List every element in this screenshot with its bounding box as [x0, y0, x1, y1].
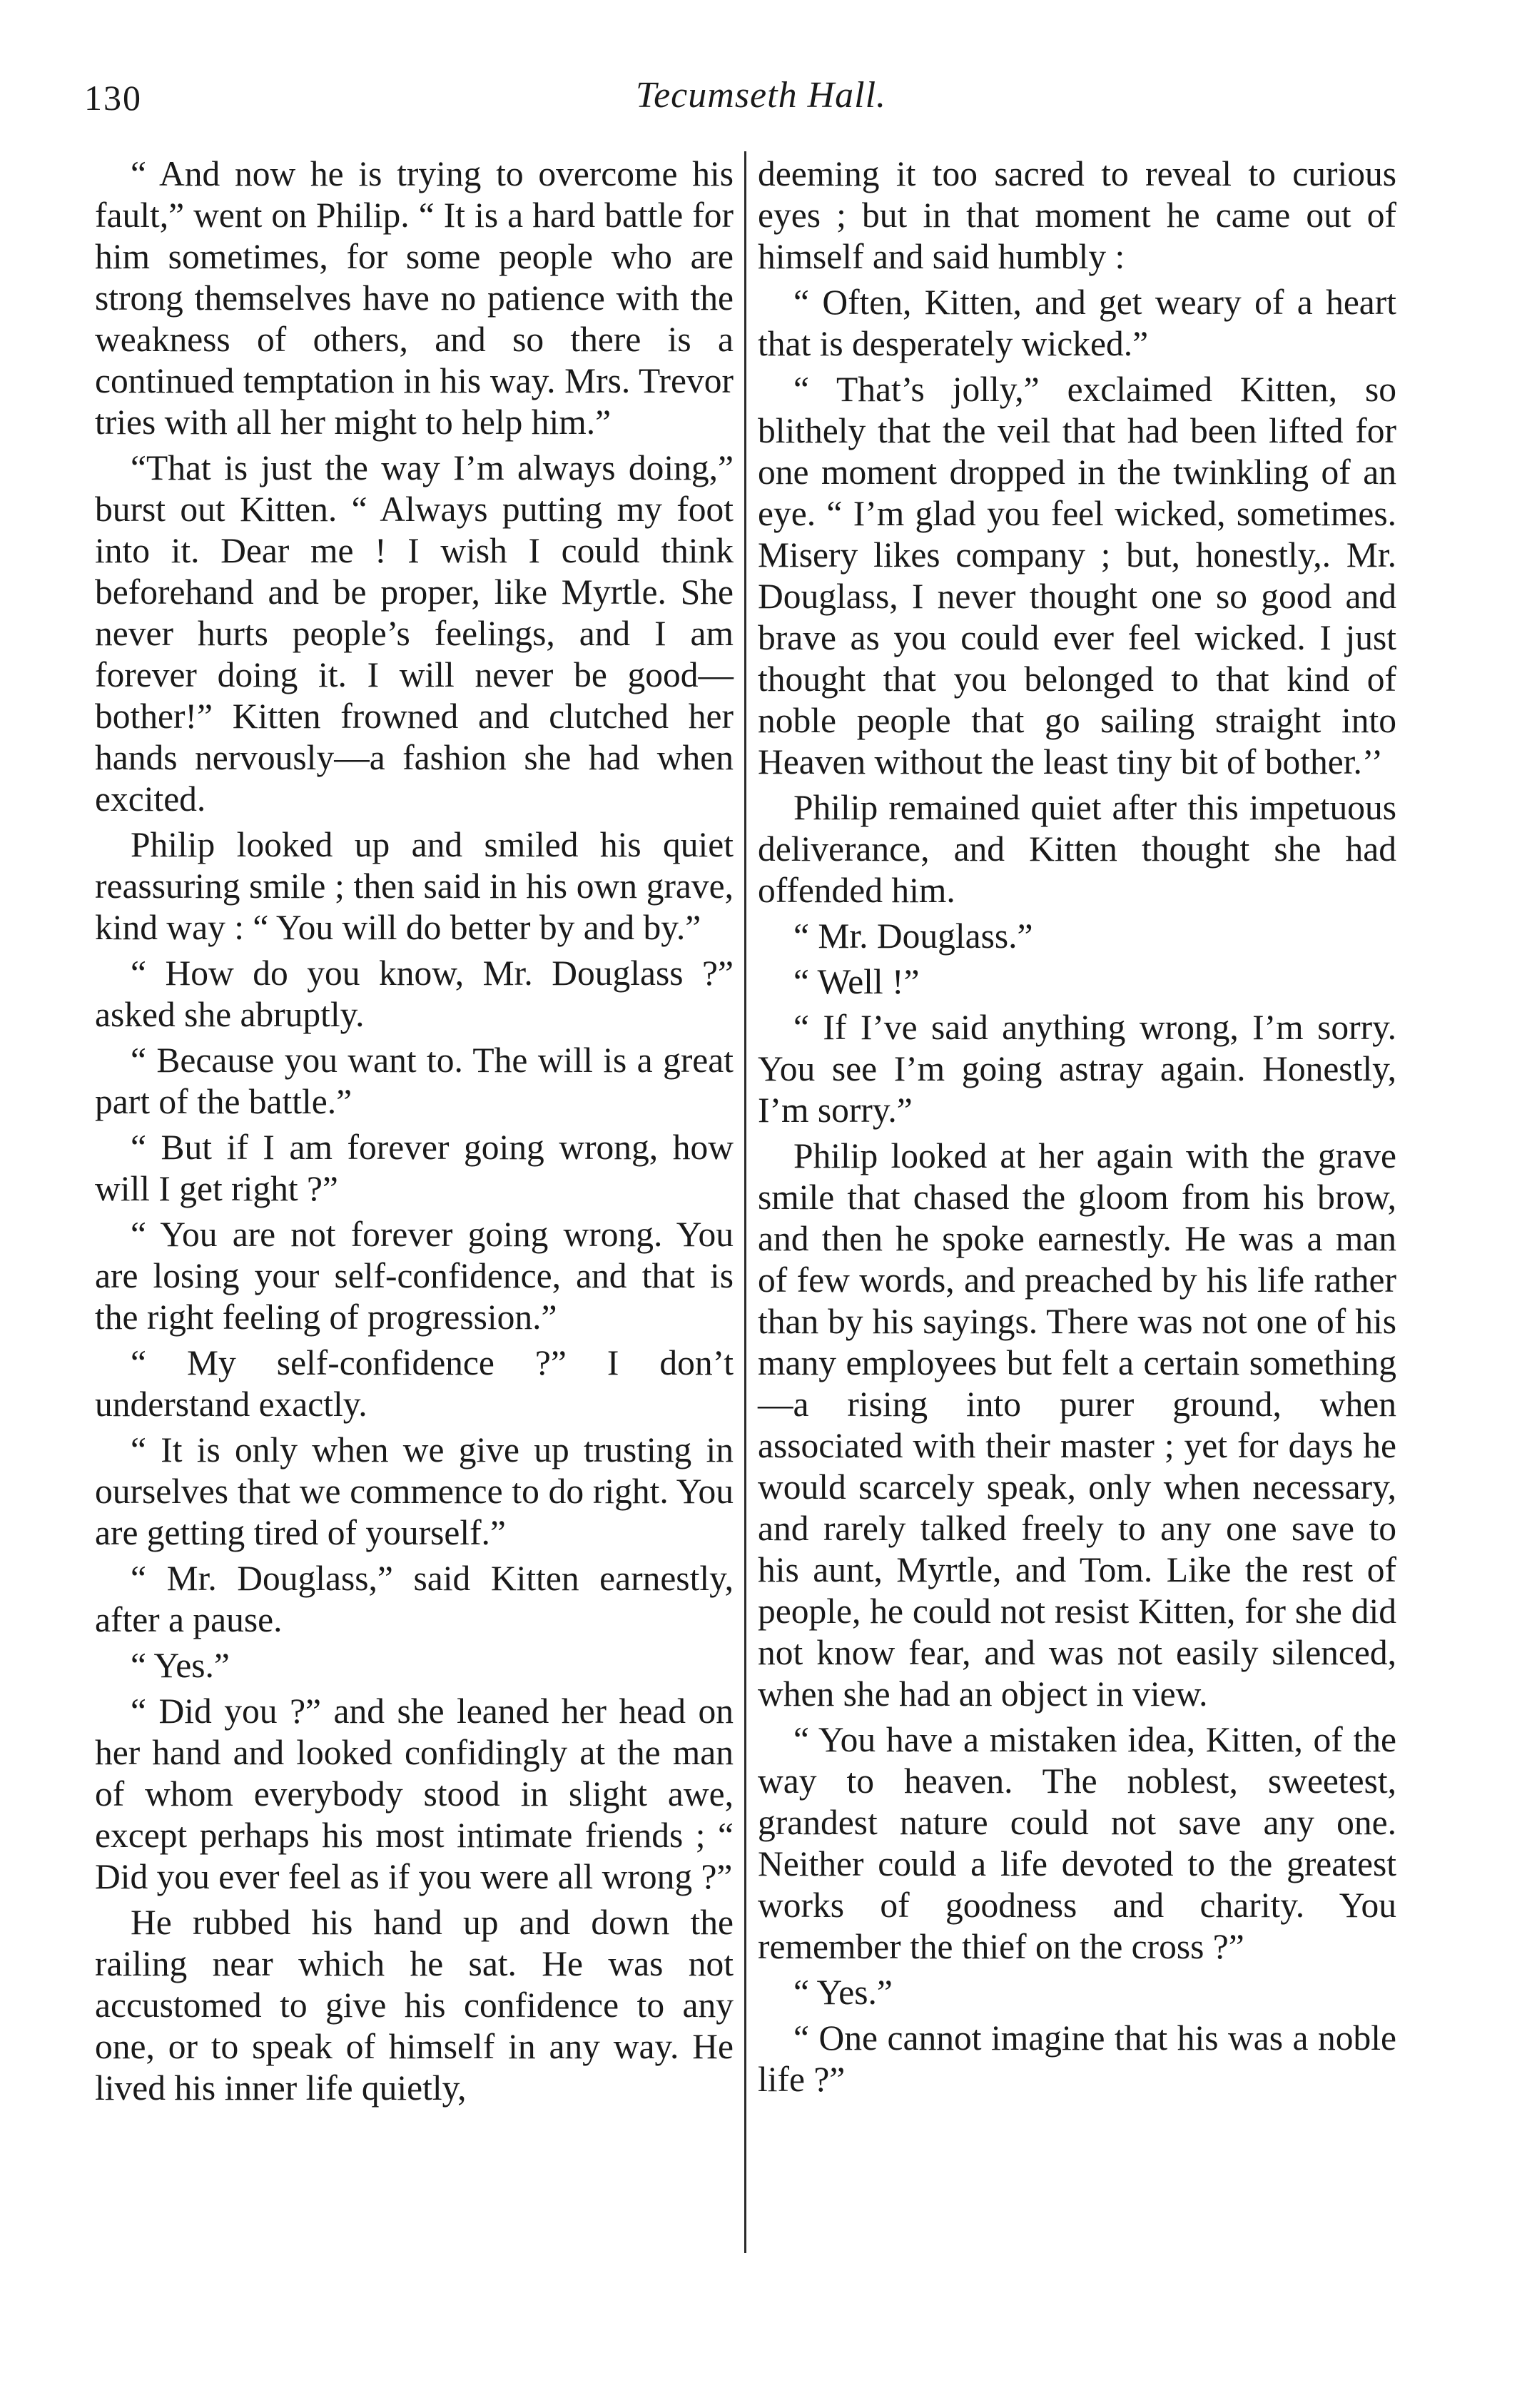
paragraph: “ Often, Kitten, and get weary of a heart that is desperately wicked.” — [758, 283, 1396, 363]
paragraph-continued: deeming it too sacred to reveal to curious eyes ; but in that moment he came out of himself and said humbly : — [758, 154, 1396, 276]
paragraph: “ Well !” — [793, 962, 920, 1001]
paragraph: “ But if I am forever going wrong, how will I get right ?” — [95, 1128, 734, 1208]
paragraph: “ And now he is trying to overcome his fault,” went on Philip. “ It is a hard battle for him sometimes, for some people who are strong themselves have no patience with the weakness of others, and so there is a continued temptation in his way. Mrs. Trevor tries with all her might to help him.” — [95, 154, 734, 442]
page-header — [0, 0, 1522, 143]
paragraph: Philip looked up and smiled his quiet reassuring smile ; then said in his own grave, kind way : “ You will do better by and by.” — [95, 825, 734, 947]
paragraph: “ Yes.” — [131, 1646, 230, 1685]
right-column — [758, 153, 1396, 2105]
paragraph: “ Did you ?” and she leaned her head on her hand and looked confidingly at the man of whom everybody stood in slight awe, except perhaps his most intimate friends ; “ Did you ever feel as if you were all wrong ?” — [95, 1691, 734, 1896]
paragraph: Philip looked at her again with the grave smile that chased the gloom from his brow, and then he spoke earnestly. He was a man of few words, and preached by his life rather than by his sayings. There was not one of his many employees but felt a certain something—a rising into purer ground, when associated with their master ; yet for days he would scarcely speak, only when necessary, and rarely talked freely to any one save to his aunt, Myrtle, and Tom. Like the rest of people, he could not resist Kitten, for she did not know fear, and was not easily silenced, when she had an object in view. — [758, 1136, 1396, 1714]
paragraph: “ That’s jolly,” exclaimed Kitten, so blithely that the veil that had been lifted for one moment dropped in the twinkling of an eye. “ I’m glad you feel wicked, sometimes. Misery likes company ; but, honestly,. Mr. Douglass, I never thought one so good and brave as you could ever feel wicked. I just thought that you belonged to that kind of noble people that go sailing straight into Heaven without the least tiny bit of bother.’’ — [758, 370, 1396, 781]
paragraph: He rubbed his hand up and down the railing near which he sat. He was not accustomed to give his confidence to any one, or to speak of himself in any way. He lived his inner life quietly, — [95, 1903, 734, 2108]
paragraph: “ Mr. Douglass,” said Kitten earnestly, after a pause. — [95, 1559, 734, 1639]
paragraph: “ How do you know, Mr. Douglass ?” asked she abruptly. — [95, 953, 734, 1034]
left-column — [95, 153, 734, 2113]
paragraph: “ Mr. Douglass.” — [793, 916, 1033, 956]
paragraph: “ You have a mistaken idea, Kitten, of the way to heaven. The noblest, sweetest, grandest nature could not save any one. Neither could a life devoted to the greatest works of goodness and charity. You remember the thief on the cross ?” — [758, 1720, 1396, 1966]
paragraph: “That is just the way I’m always doing,” burst out Kitten. “ Always putting my foot into it. Dear me ! I wish I could think beforehand and be proper, like Myrtle. She never hurts people’s feelings, and I am forever doing it. I will never be good—bother!” Kitten frowned and clutched her hands nervously—a fashion she had when excited. — [95, 448, 734, 819]
paragraph: “ If I’ve said anything wrong, I’m sorry. You see I’m going astray again. Honestly, I’m sorry.” — [758, 1008, 1396, 1130]
paragraph: Philip remained quiet after this impetuous deliverance, and Kitten thought she had offended him. — [758, 788, 1396, 910]
paragraph: “ One cannot imagine that his was a noble life ?” — [758, 2018, 1396, 2099]
column-divider — [744, 151, 746, 2253]
paragraph: “ You are not forever going wrong. You are losing your self-confidence, and that is the right feeling of progression.” — [95, 1215, 734, 1337]
paragraph: “ Yes.” — [793, 1973, 893, 2012]
paragraph: “ It is only when we give up trusting in ourselves that we commence to do right. You are getting tired of yourself.” — [95, 1430, 734, 1552]
paragraph: “ My self-confidence ?” I don’t understand exactly. — [95, 1343, 734, 1424]
paragraph: “ Because you want to. The will is a great part of the battle.” — [95, 1041, 734, 1121]
running-title: Tecumseth Hall. — [635, 75, 887, 116]
page-number: 130 — [84, 78, 142, 118]
